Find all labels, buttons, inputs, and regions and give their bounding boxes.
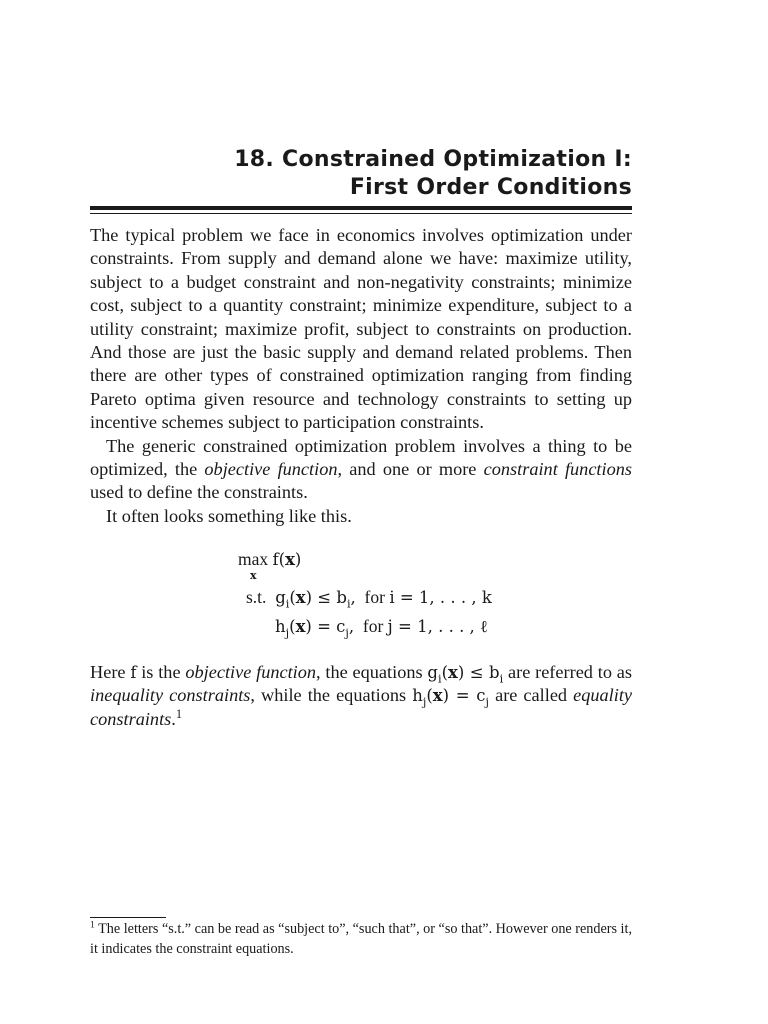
objective-line: max f(x) bbox=[238, 549, 302, 569]
paragraph-1: The typical problem we face in economics involves optimization under constraints. From supply and demand alone we have: maximize utility, subject to a budget constraint and non-negativity constraints; minimize cost, subject to a quantity constraint; minimize expenditure, subject to a utility constraint; maximize profit, subject to constraints on production. And those are just the basic supply and demand related problems. Then there are other types of constrained optimization ranging from finding Pareto optima given resource and technology constraints to setting up incentive schemes subject to participation constraints. bbox=[90, 225, 632, 433]
chapter-title bbox=[234, 146, 632, 202]
footnote-text: The letters “s.t.” can be read as “subject to”, “such that”, or “so that”. However one renders it, it indicates the constraint equations. bbox=[90, 921, 632, 957]
paragraph-4: Here f is the objective function, the equations $g_i(x) \le b_i$ are referred to as inequality constraints, while the equations $h_j(x) = c_j$ are called equality constraints.$^1$ bbox=[90, 662, 633, 729]
footnote-rule bbox=[90, 917, 166, 918]
footnote-mark: 1 bbox=[90, 919, 95, 931]
max-subscript: x bbox=[250, 569, 257, 582]
footnote bbox=[90, 920, 632, 959]
inequality-constraint-line: s.t. $g_i(x) \le b_i$, for i = 1, . . . , k bbox=[246, 587, 492, 611]
title-rule-thick bbox=[90, 206, 632, 210]
equality-constraint-line: $h_j(x) = c_j$, for j = 1, . . . , ℓ bbox=[275, 616, 488, 640]
footnote-ref: 1 bbox=[175, 706, 183, 721]
main-text-continued bbox=[90, 661, 632, 731]
chapter-title-line1: 18. Constrained Optimization I: bbox=[234, 147, 632, 172]
paragraph-3: It often looks something like this. bbox=[106, 505, 352, 526]
chapter-title-line2: First Order Conditions bbox=[349, 175, 632, 200]
main-text bbox=[90, 224, 632, 528]
title-rule-thin bbox=[90, 213, 632, 214]
paragraph-2: The generic constrained optimization problem involves a thing to be optimized, the objective function, and one or more constraint functions used to define the constraints. bbox=[90, 435, 632, 503]
